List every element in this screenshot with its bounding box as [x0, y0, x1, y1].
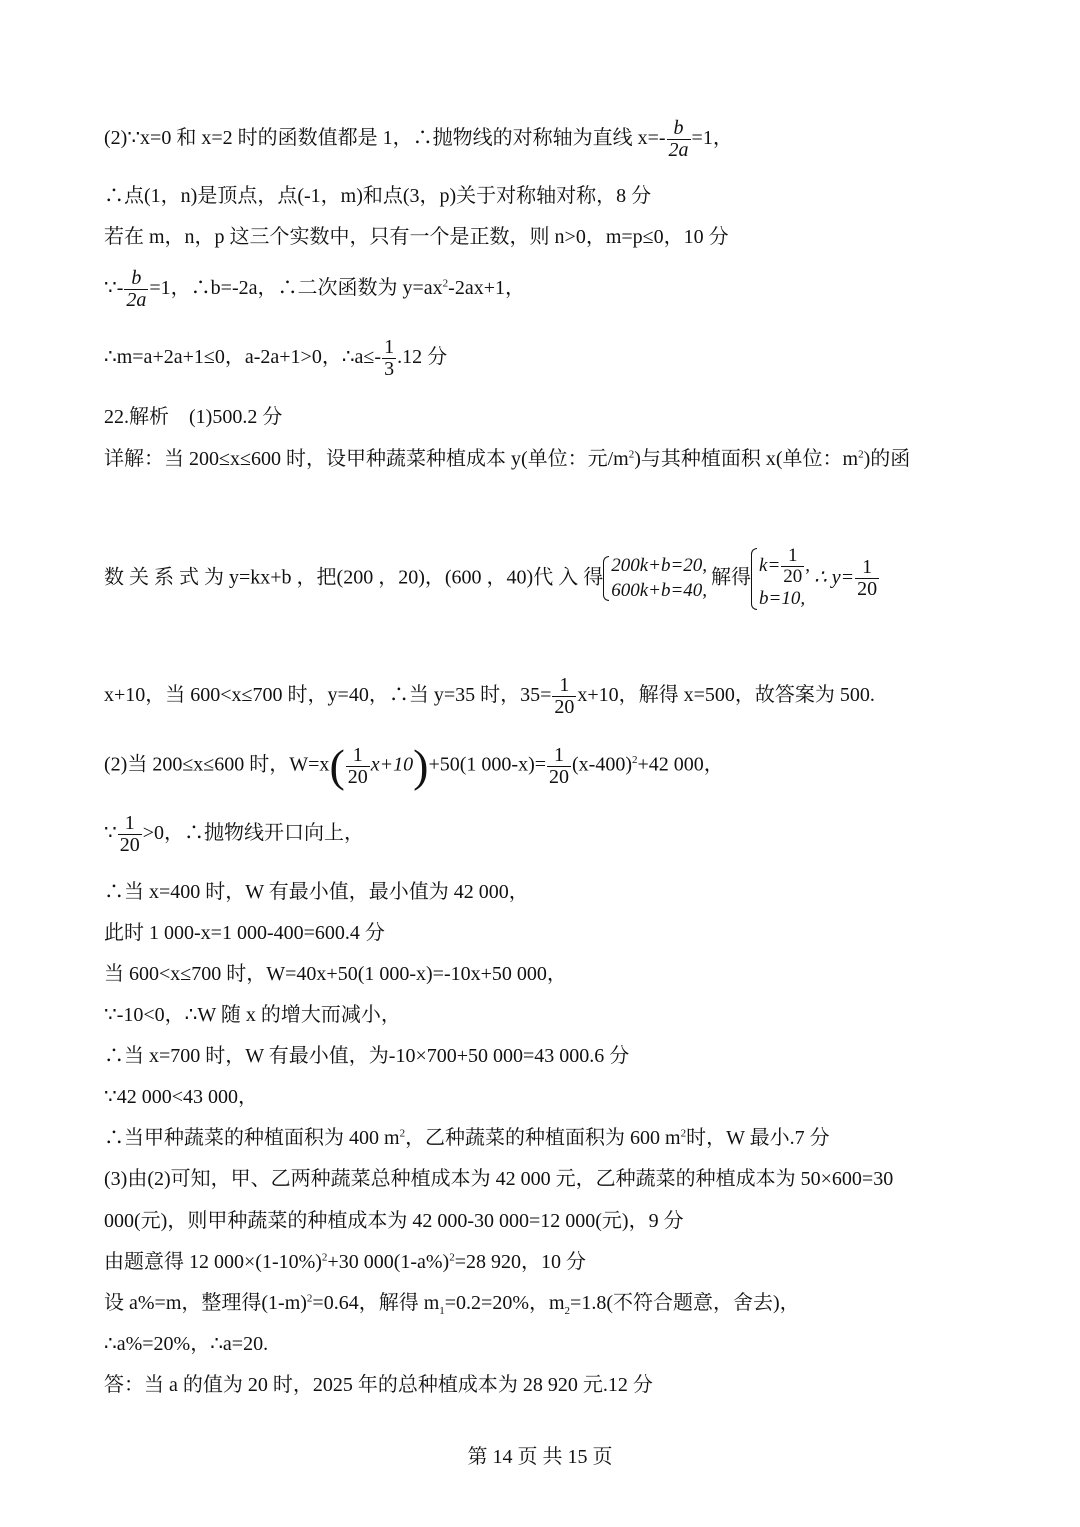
solution-line-7: 详解：当 200≤x≤600 时，设甲种蔬菜种植成本 y(单位：元$/m^2$)与其种植面积 x(单位：$m^2$)的函	[104, 448, 911, 470]
solution-line-13: 此时 1 000-x=1 000-400=600.4 分	[104, 922, 385, 944]
solution-line-23: ∴a%=20%，∴a=20.	[104, 1333, 269, 1355]
solution-line-15: ∵-10<0，∴W 随 x 的增大而减小，	[104, 1004, 401, 1026]
solution-line-1: (2)∵x=0 和 x=2 时的函数值都是 1，∴抛物线的对称轴为直线 x=- $\frac{b}{2a}$ =1，	[104, 117, 733, 161]
solution-line-22: 设 a%=m，整理得$(1-m)^2=0.64$，解得 $m_1=0.2=20\%$，$m_2=1.8$(不符合题意，舍去)，	[104, 1292, 800, 1317]
solution-line-4: ∵- $\frac{b}{2a}$ =1，∴b=-2a，∴二次函数为 $y=ax^2-2ax+1$，	[104, 267, 525, 311]
solution-line-18: ∴当甲种蔬菜的种植面积为 400 $m^2$，乙种蔬菜的种植面积为 600 $m^2$时，W 最小.7 分	[104, 1127, 830, 1149]
solution-line-20: 000(元)，则甲种蔬菜的种植成本为 42 000-30 000=12 000(元)，9 分	[104, 1210, 684, 1232]
solution-line-2: ∴点(1，n)是顶点，点(-1，m)和点(3，p)关于对称轴对称，8 分	[104, 185, 652, 207]
fraction-b-over-2a: $\frac{b}{2a}$	[126, 267, 147, 311]
equation-system-2: k= $\frac{1}{20}$ , b=10,	[751, 546, 810, 612]
solution-line-12: ∴当 x=400 时，W 有最小值，最小值为 42 000，	[104, 881, 529, 903]
fraction-1-over-20: $\frac{1}{20}$	[119, 812, 140, 856]
equation-system-1: 200k+b=20, 600k+b=40,	[603, 554, 707, 603]
solution-line-14: 当 600<x≤700 时，W=40x+50(1 000-x)=-10x+50 000，	[104, 963, 567, 985]
question-22-heading: 22.解析 (1)500.2 分	[104, 406, 283, 428]
solution-line-3: 若在 m，n，p 这三个实数中，只有一个是正数，则 n>0，m=p≤0，10 分	[104, 226, 729, 248]
fraction-b-over-2a: $\frac{b}{2a}$	[668, 117, 689, 161]
solution-line-16: ∴当 x=700 时，W 有最小值，为-10×700+50 000=43 000.6 分	[104, 1045, 630, 1067]
solution-line-9: x+10，当 600<x≤700 时，y=40，∴当 y=35 时，35= $\frac{1}{20}$ x+10，解得 x=500，故答案为 500.	[104, 674, 875, 718]
solution-line-19: (3)由(2)可知，甲、乙两种蔬菜总种植成本为 42 000 元，乙种蔬菜的种植成本为 50×600=30	[104, 1168, 894, 1190]
solution-line-17: ∵42 000<43 000，	[104, 1086, 259, 1108]
fraction-1-over-20: $\frac{1}{20}$	[549, 743, 570, 788]
fraction-1-over-20: $\frac{1}{20}$	[554, 674, 575, 718]
solution-line-11: ∵ $\frac{1}{20}$ >0，∴抛物线开口向上，	[104, 812, 365, 856]
fraction-1-over-3: $\frac{1}{3}$	[384, 336, 395, 380]
answer-line: 答：当 a 的值为 20 时，2025 年的总种植成本为 28 920 元.12 分	[104, 1374, 653, 1396]
page-footer: 第 14 页 共 15 页	[467, 1446, 613, 1468]
solution-line-8: 数 关 系 式 为 y=kx+b ，把(200 ，20)，(600 ，40)代 入 得 200k+b=20, 600k+b=40, 解得 k= $\frac{1}{20}$ , b=10, ∴ y= $\frac{1}{20}$	[104, 546, 880, 612]
solution-line-21: 由题意得 12 $000\times(1-10\%)^2+30$ $000(1-a\%)^2=28$ 920，10 分	[104, 1251, 586, 1273]
fraction-1-over-20: $\frac{1}{20}$	[857, 556, 878, 601]
solution-line-10: (2)当 200≤x≤600 时，W=x( $\frac{1}{20}$ x+10)+50(1 000-x)= $\frac{1}{20}$ $(x-400)^2+42$ 000，	[104, 740, 724, 791]
solution-line-5: ∴m=a+2a+1≤0，a-2a+1>0，∴a≤- $\frac{1}{3}$ .12 分	[104, 336, 448, 380]
